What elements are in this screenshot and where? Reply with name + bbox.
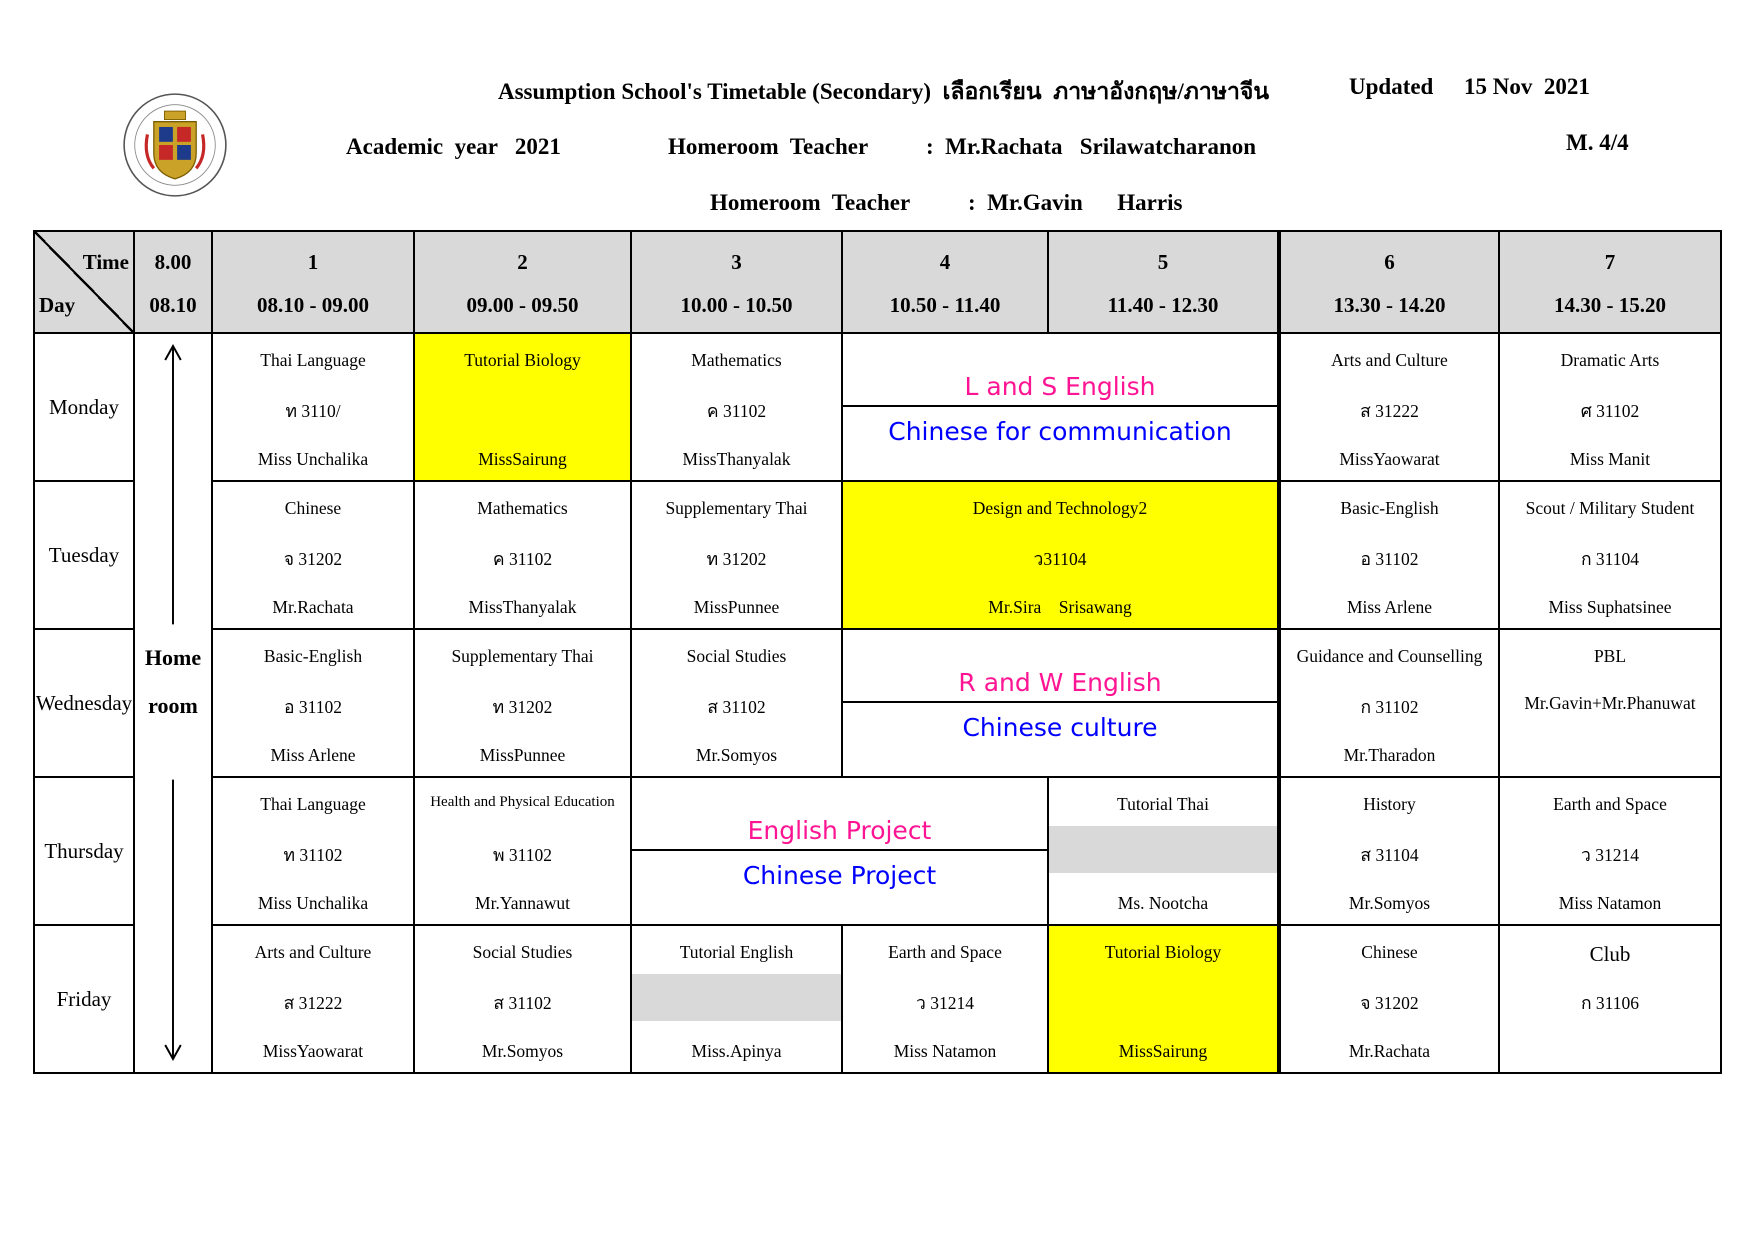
wed-p7: PBL Mr.Gavin+Mr.Phanuwat	[1499, 629, 1721, 777]
mon-p45-bottom: Chinese for communication	[888, 417, 1232, 446]
wed-p45-bottom: Chinese culture	[962, 713, 1158, 742]
period-header-6: 6 13.30 - 14.20	[1279, 231, 1499, 333]
period-header-5: 5 11.40 - 12.30	[1048, 231, 1279, 333]
tue-p45: Design and Technology2 ว31104 Mr.Sira Srisawang	[842, 481, 1279, 629]
updated-label: Updated	[1349, 74, 1434, 99]
thu-p34	[631, 777, 1048, 925]
thu-p1: Thai Language ท 31102 Miss Unchalika	[212, 777, 414, 925]
day-friday: Friday	[34, 925, 134, 1073]
fri-p5: Tutorial Biology MissSairung	[1048, 925, 1279, 1073]
day-tuesday: Tuesday	[34, 481, 134, 629]
period-header-0: 8.00 08.10	[134, 231, 212, 333]
day-wednesday: Wednesday	[34, 629, 134, 777]
homeroom-label-1: Homeroom Teacher	[668, 134, 869, 159]
tue-p7: Scout / Military Student ก 31104 Miss Suphatsinee	[1499, 481, 1721, 629]
timetable	[33, 230, 1722, 1074]
thu-p5: Tutorial Thai Ms. Nootcha	[1048, 777, 1279, 925]
fri-p6: Chinese จ 31202 Mr.Rachata	[1279, 925, 1499, 1073]
homeroom-label: Home room	[144, 645, 202, 718]
academic-year: Academic year 2021	[346, 134, 561, 159]
day-thursday: Thursday	[34, 777, 134, 925]
fri-p2: Social Studies ส 31102 Mr.Somyos	[414, 925, 631, 1073]
wed-p2: Supplementary Thai ท 31202 MissPunnee	[414, 629, 631, 777]
fri-p4: Earth and Space ว 31214 Miss Natamon	[842, 925, 1048, 1073]
period-header-2: 2 09.00 - 09.50	[414, 231, 631, 333]
mon-p2: Tutorial Biology MissSairung	[414, 333, 631, 481]
wed-p45-top: R and W English	[843, 630, 1277, 703]
mon-p3: Mathematics ค 31102 MissThanyalak	[631, 333, 842, 481]
wed-p3: Social Studies ส 31102 Mr.Somyos	[631, 629, 842, 777]
wed-p1: Basic-English อ 31102 Miss Arlene	[212, 629, 414, 777]
mon-p45-top: L and S English	[843, 334, 1277, 407]
updated-date: 15 Nov 2021	[1464, 74, 1590, 99]
mon-p6: Arts and Culture ส 31222 MissYaowarat	[1279, 333, 1499, 481]
thu-p34-bottom: Chinese Project	[742, 861, 937, 890]
thu-p7: Earth and Space ว 31214 Miss Natamon	[1499, 777, 1721, 925]
period-header-3: 3 10.00 - 10.50	[631, 231, 842, 333]
fri-p7: Club ก 31106	[1499, 925, 1721, 1073]
tue-p3: Supplementary Thai ท 31202 MissPunnee	[631, 481, 842, 629]
homeroom-teacher-2: : Mr.Gavin Harris	[968, 190, 1183, 215]
tue-p6: Basic-English อ 31102 Miss Arlene	[1279, 481, 1499, 629]
homeroom-teacher-1: : Mr.Rachata Srilawatcharanon	[926, 134, 1257, 159]
tue-p2: Mathematics ค 31102 MissThanyalak	[414, 481, 631, 629]
wed-p45	[842, 629, 1279, 777]
fri-p3: Tutorial English Miss.Apinya	[631, 925, 842, 1073]
corner-cell	[34, 231, 134, 333]
gray-bar	[1049, 826, 1277, 873]
thu-p6: History ส 31104 Mr.Somyos	[1279, 777, 1499, 925]
homeroom-column	[134, 333, 212, 1073]
period-header-4: 4 10.50 - 11.40	[842, 231, 1048, 333]
gray-bar	[632, 974, 841, 1021]
period-header-1: 1 08.10 - 09.00	[212, 231, 414, 333]
thu-p34-top: English Project	[632, 778, 1047, 851]
mon-p7: Dramatic Arts ศ 31102 Miss Manit	[1499, 333, 1721, 481]
homeroom-label-2: Homeroom Teacher	[710, 190, 911, 215]
mon-p45	[842, 333, 1279, 481]
corner-day: Day	[39, 293, 76, 317]
tue-p1: Chinese จ 31202 Mr.Rachata	[212, 481, 414, 629]
timetable-title: Assumption School's Timetable (Secondary) เลือกเรียน ภาษาอังกฤษ/ภาษาจีน	[498, 79, 1270, 104]
wed-p6: Guidance and Counselling ก 31102 Mr.Tharadon	[1279, 629, 1499, 777]
corner-time: Time	[82, 250, 129, 274]
thu-p2: Health and Physical Education พ 31102 Mr.Yannawut	[414, 777, 631, 925]
fri-p1: Arts and Culture ส 31222 MissYaowarat	[212, 925, 414, 1073]
day-monday: Monday	[34, 333, 134, 481]
class-label: M. 4/4	[1566, 130, 1629, 155]
school-crest-icon	[122, 92, 228, 198]
mon-p1: Thai Language ท 3110/ Miss Unchalika	[212, 333, 414, 481]
period-header-7: 7 14.30 - 15.20	[1499, 231, 1721, 333]
